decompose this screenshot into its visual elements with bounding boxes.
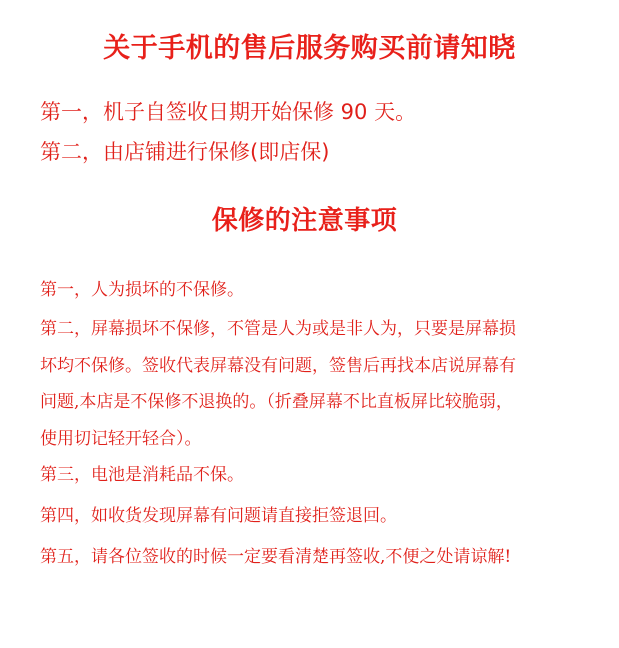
note-2-line-2: 坏均不保修。签收代表屏幕没有问题，签售后再找本店说屏幕有 <box>40 355 516 376</box>
note-1: 第一，人为损坏的不保修。 <box>40 280 244 300</box>
note-2-line-3: 问题,本店是不保修不退换的。（折叠屏幕不比直板屏比较脆弱， <box>40 392 513 412</box>
page-title: 关于手机的售后服务购买前请知晓 <box>103 33 516 64</box>
warranty-line-2: 第二，由店铺进行保修(即店保) <box>40 140 330 164</box>
note-5: 第五，请各位签收的时候一定要看清楚再签收,不便之处请谅解! <box>40 547 512 567</box>
note-2 <box>40 311 600 457</box>
warranty-line-1: 第一，机子自签收日期开始保修 90 天。 <box>40 100 417 124</box>
note-4: 第四，如收货发现屏幕有问题请直接拒签退回。 <box>40 506 397 526</box>
note-2-line-4: 使用切记轻开轻合）。 <box>40 428 202 449</box>
note-3: 第三，电池是消耗品不保。 <box>40 465 244 485</box>
note-2-line-1: 第二，屏幕损坏不保修，不管是人为或是非人为，只要是屏幕损 <box>40 319 516 339</box>
section-title-warranty-notes: 保修的注意事项 <box>211 206 398 236</box>
warranty-policy-list <box>40 92 416 172</box>
warranty-notes <box>40 276 600 572</box>
